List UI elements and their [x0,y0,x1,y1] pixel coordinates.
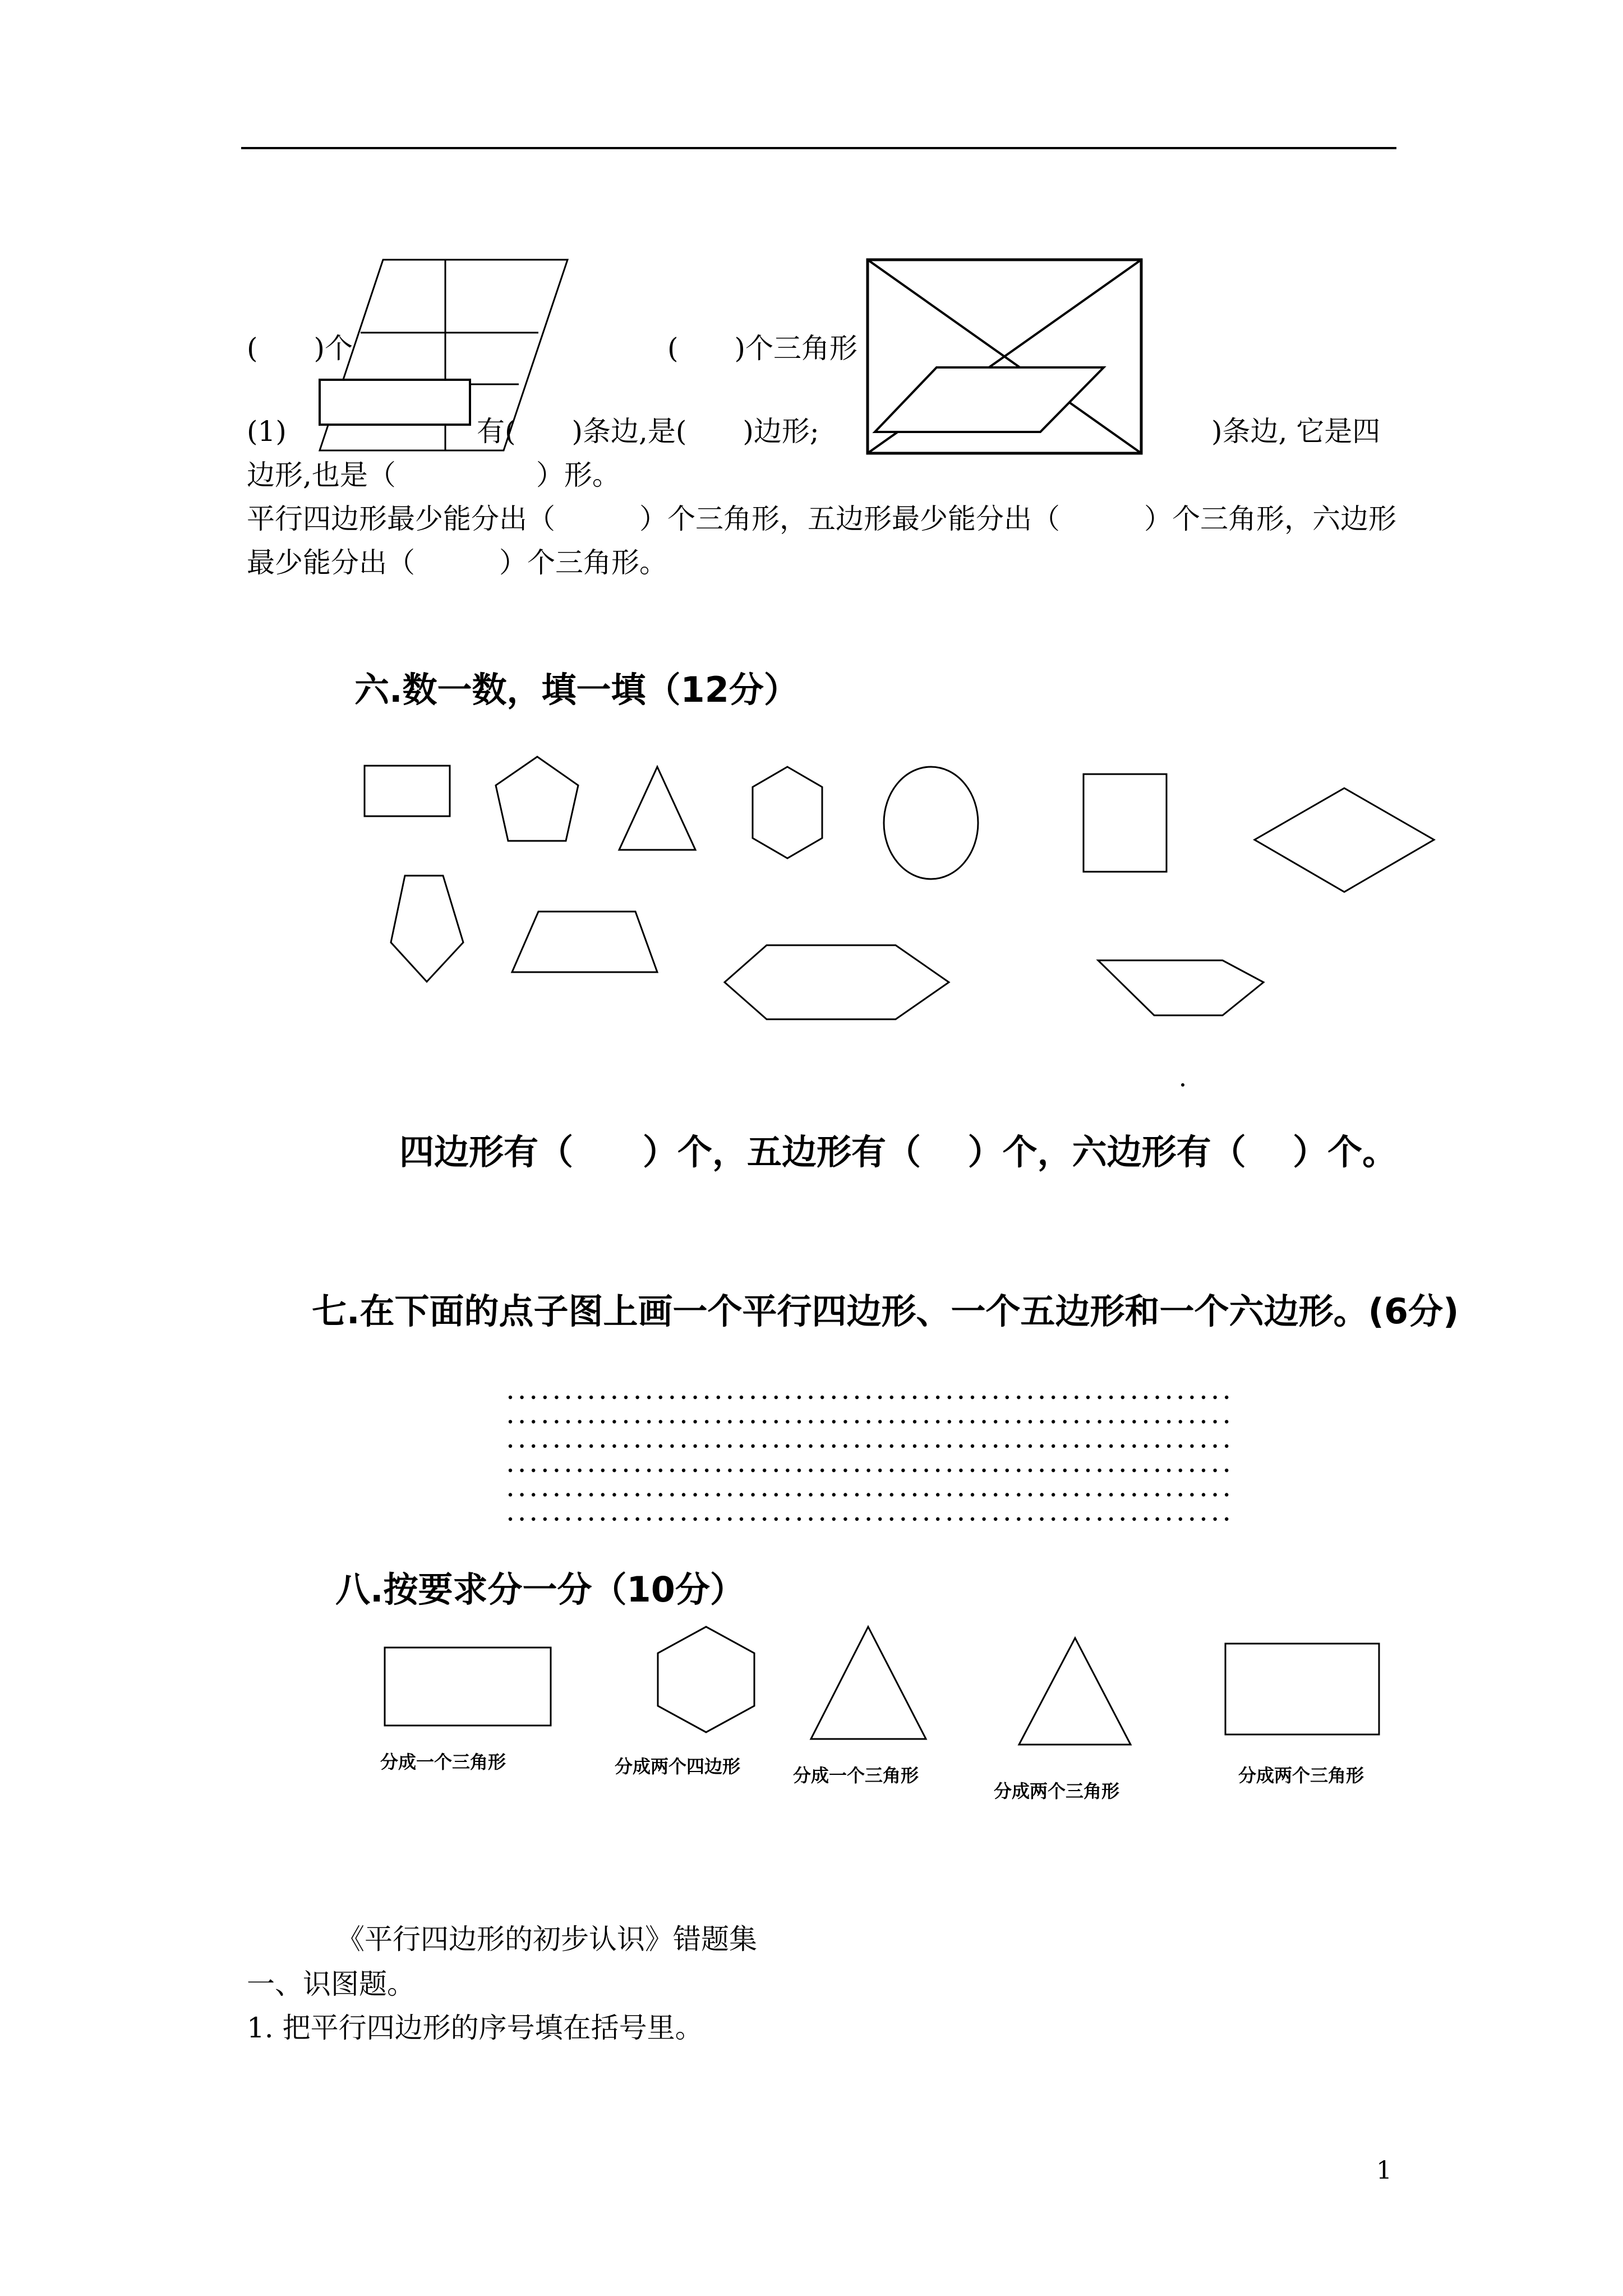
divide-triangle-1 [811,1627,926,1739]
divide-caption-3: 分成一个三角形 [793,1765,919,1786]
q5-line-d: 平行四边形最少能分出（ ）个三角形，五边形最少能分出（ ）个三角形，六边形 [247,503,1396,535]
q5-line-b-end: )条边, 它是四 [1211,415,1381,448]
divide-caption-5: 分成两个三角形 [1238,1765,1364,1786]
q5-line-a-right: ( )个三角形 [667,332,858,365]
divide-caption-2: 分成两个四边形 [615,1756,741,1777]
q5-line-c: 边形,也是（ ）形。 [247,459,620,491]
section6-answer-line: 四边形有（ ）个，五边形有（ ）个，六边形有（ ）个。 [399,1131,1398,1172]
section6-heading: 六.数一数，填一填（12分） [354,669,799,710]
q5-line-e: 最少能分出（ ）个三角形。 [247,546,667,579]
section8-heading: 八.按要求分一分（10分） [335,1569,745,1610]
next-section-part-heading: 一、识图题。 [247,1968,415,2000]
next-section-item-1: 1. 把平行四边形的序号填在括号里。 [247,2012,703,2044]
divide-caption-1: 分成一个三角形 [380,1751,506,1773]
divide-rectangle-1 [385,1648,551,1726]
divide-hexagon [658,1627,754,1732]
page-number: 1 [1376,2156,1392,2185]
q5-line-b-mid: 有( )条边,是( )边形; [477,415,819,448]
divide-triangle-2 [1019,1638,1131,1745]
divide-caption-4: 分成两个三角形 [994,1780,1120,1802]
divide-rectangle-2 [1225,1644,1379,1734]
section7-heading: 七.在下面的点子图上画一个平行四边形、一个五边形和一个六边形。(6分) [312,1291,1459,1332]
q5-line-b-num: (1) [247,415,287,448]
q5-line-a-left: ( )个 [247,332,353,365]
next-section-title: 《平行四边形的初步认识》错题集 [336,1923,757,1955]
